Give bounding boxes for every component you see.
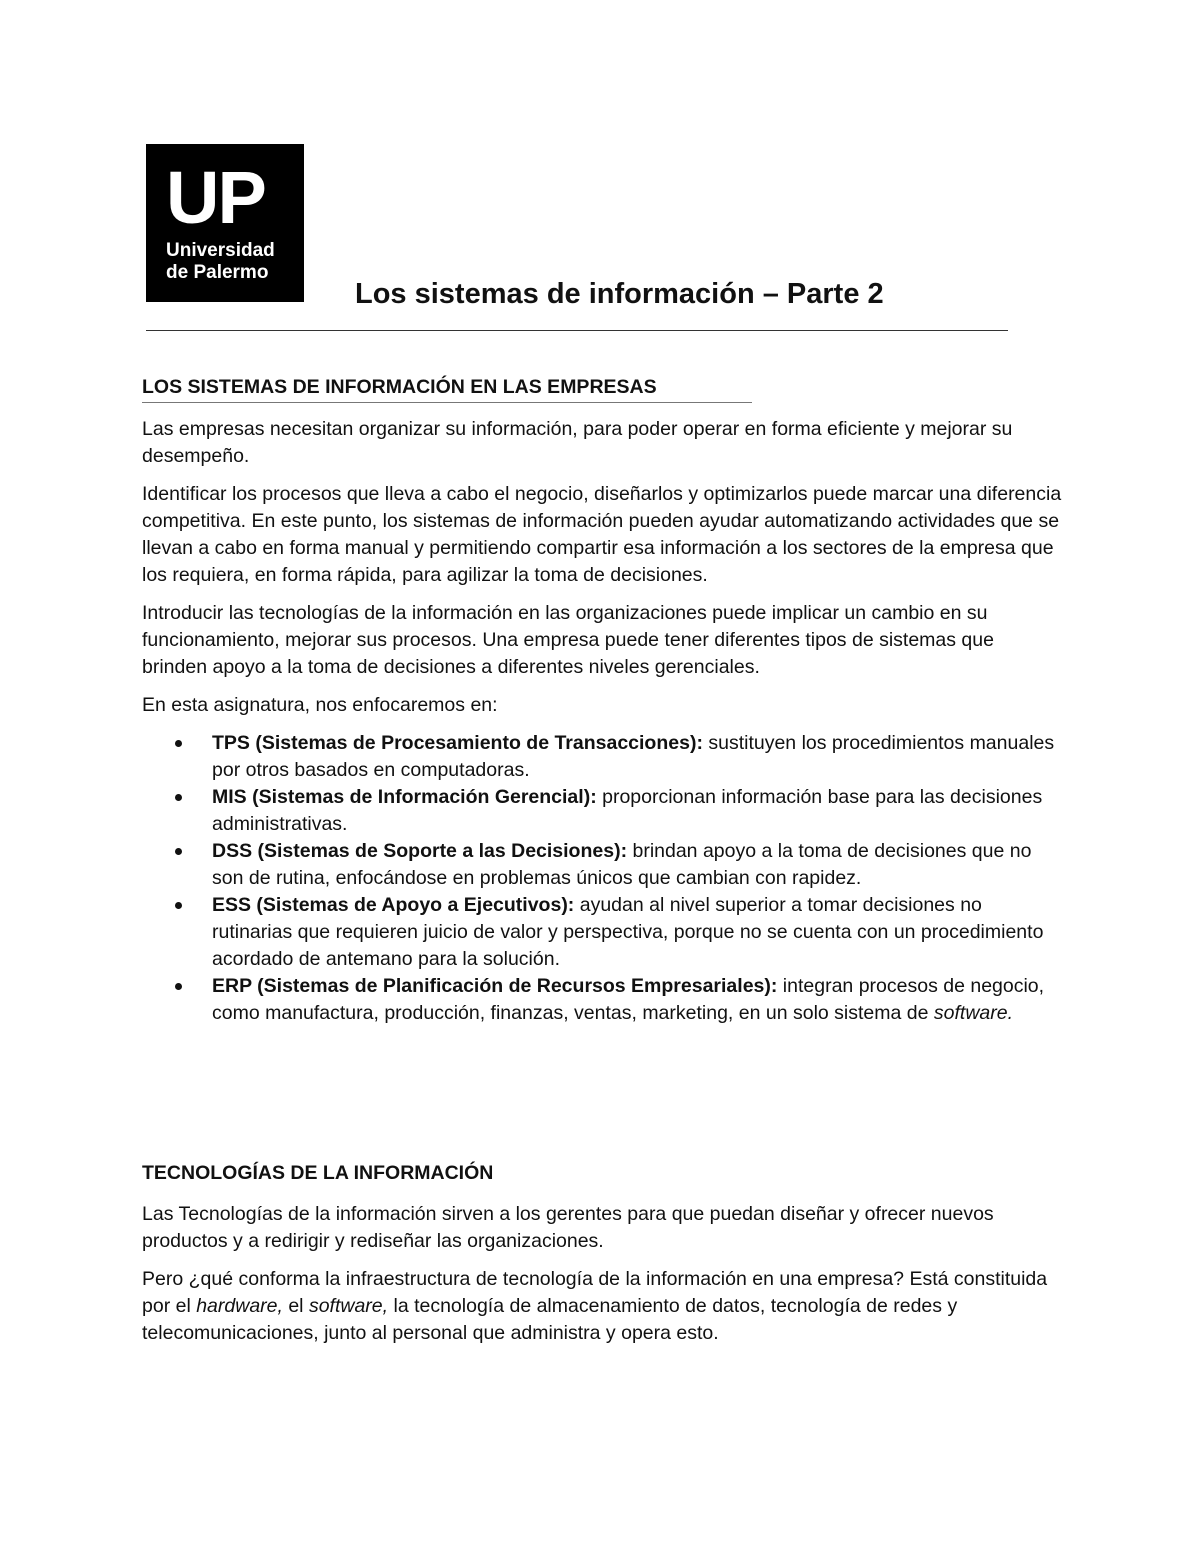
systems-list (142, 730, 1062, 1027)
list-item-text: ayudan al nivel superior a tomar decisiones no rutinarias que requieren juicio de valor y perspectiva, porque no se cuenta con un procedimiento acordado de antemano para la solución. (212, 894, 1044, 970)
bullet-icon (175, 848, 182, 855)
section-sistemas-empresas (142, 374, 1062, 1027)
section-tecnologias (142, 1160, 1062, 1347)
list-item-term: TPS (Sistemas de Procesamiento de Transacciones): (212, 732, 703, 754)
list-item-text: sustituyen los procedimientos manuales por otros basados en computadoras. (212, 732, 1055, 781)
list-item-text: brindan apoyo a la toma de decisiones que no son de rutina, enfocándose en problemas únicos que cambian con rapidez. (212, 840, 1032, 889)
paragraph: Introducir las tecnologías de la información en las organizaciones puede implicar un cambio en su funcionamiento, mejorar sus procesos. Una empresa puede tener diferentes tipos de sistemas que brinden apoyo a la toma de decisiones a diferentes niveles gerenciales. (142, 602, 994, 678)
list-item-term: ERP (Sistemas de Planificación de Recursos Empresariales): (212, 975, 778, 997)
paragraph-text: el (282, 1295, 309, 1317)
paragraph: Las Tecnologías de la información sirven a los gerentes para que puedan diseñar y ofrecer nuevos productos y a redirigir y rediseñar las organizaciones. (142, 1203, 994, 1252)
list-item-term: DSS (Sistemas de Soporte a las Decisiones): (212, 840, 628, 862)
bullet-icon (175, 740, 182, 747)
list-item-term: MIS (Sistemas de Información Gerencial): (212, 786, 597, 808)
list-item-text: integran procesos de negocio, como manufactura, producción, finanzas, ventas, marketing, en un solo sistema de (212, 975, 1045, 1024)
paragraph-italic: software, (308, 1295, 389, 1317)
list-item (142, 838, 1062, 892)
paragraph-text: Pero ¿qué conforma la infraestructura de tecnología de la información en una empresa? Está constituida por el (142, 1268, 1048, 1317)
heading-divider (142, 402, 752, 403)
list-item (142, 892, 1062, 973)
logo-line-2: de Palermo (166, 262, 269, 283)
university-logo (146, 144, 304, 302)
bullet-icon (175, 902, 182, 909)
paragraph-italic: hardware, (196, 1295, 283, 1317)
section-heading: LOS SISTEMAS DE INFORMACIÓN EN LAS EMPRESAS (142, 376, 657, 398)
list-item (142, 973, 1062, 1027)
paragraph: En esta asignatura, nos enfocaremos en: (142, 694, 498, 716)
title-divider (146, 330, 1008, 331)
list-item (142, 784, 1062, 838)
bullet-icon (175, 983, 182, 990)
section-heading: TECNOLOGÍAS DE LA INFORMACIÓN (142, 1162, 494, 1184)
list-item-italic: software. (933, 1002, 1014, 1024)
list-item-text: proporcionan información base para las decisiones administrativas. (212, 786, 1043, 835)
paragraph: Las empresas necesitan organizar su información, para poder operar en forma eficiente y mejorar su desempeño. (142, 418, 1013, 467)
paragraph (142, 1266, 1062, 1347)
list-item (142, 730, 1062, 784)
logo-mark: UP (166, 156, 265, 239)
paragraph: Identificar los procesos que lleva a cabo el negocio, diseñarlos y optimizarlos puede marcar una diferencia competitiva. En este punto, los sistemas de información pueden ayudar automatizando actividades que se llevan a cabo en forma manual y permitiendo compartir esa información a los sectores de la empresa que los requiera, en forma rápida, para agilizar la toma de decisiones. (142, 483, 1062, 586)
logo-line-1: Universidad (166, 240, 275, 261)
bullet-icon (175, 794, 182, 801)
paragraph-text: la tecnología de almacenamiento de datos, tecnología de redes y telecomunicaciones, junto al personal que administra y opera esto. (142, 1295, 958, 1344)
document-title: Los sistemas de información – Parte 2 (355, 278, 884, 310)
list-item-term: ESS (Sistemas de Apoyo a Ejecutivos): (212, 894, 575, 916)
